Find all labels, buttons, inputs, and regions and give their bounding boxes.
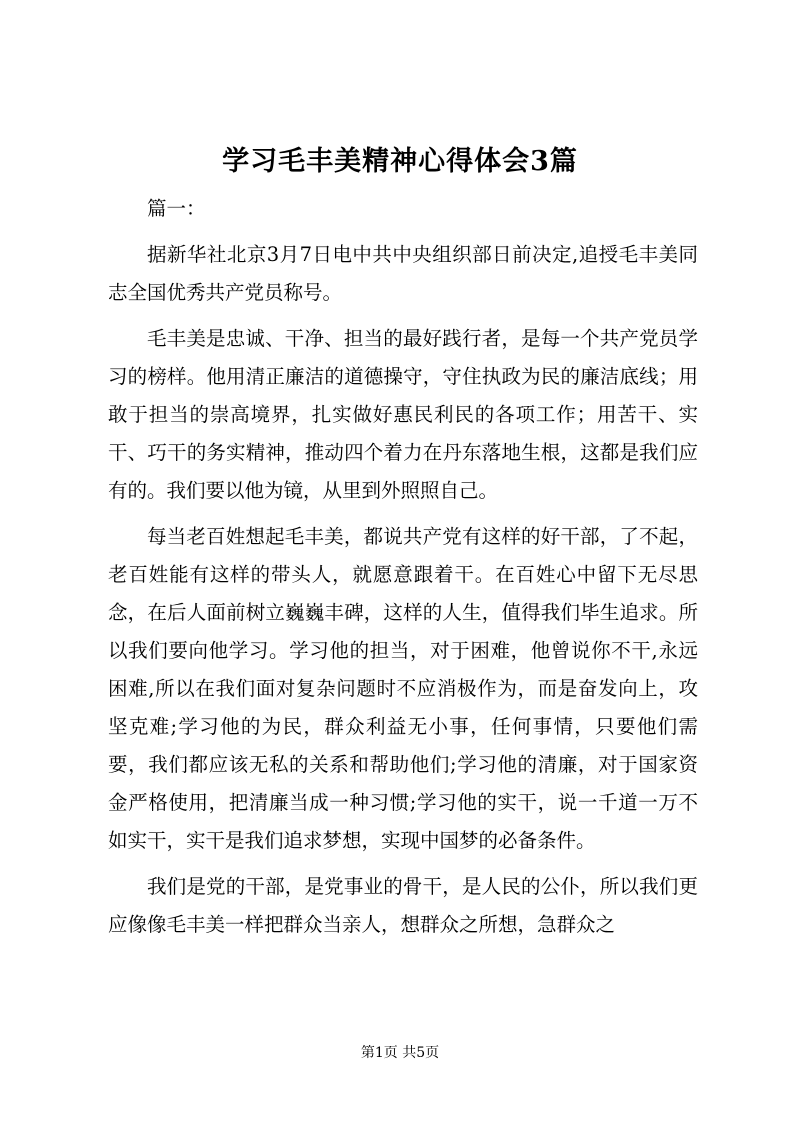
paragraph: 我们是党的干部，是党事业的骨干，是人民的公仆，所以我们更应像像毛丰美一样把群众当亲人，想群众之所想，急群众之 bbox=[108, 875, 698, 936]
document-body bbox=[108, 190, 698, 952]
paragraph: 毛丰美是忠诚、干净、担当的最好践行者，是每一个共产党员学习的榜样。他用清正廉洁的道德操守，守住执政为民的廉洁底线；用敢于担当的崇高境界，扎实做好惠民利民的各项工作；用苦干、实干、巧干的务实精神，推动四个着力在丹东落地生根，这都是我们应有的。我们要以他为镜，从里到外照照自己。 bbox=[108, 327, 698, 502]
paragraph: 每当老百姓想起毛丰美，都说共产党有这样的好干部，了不起，老百姓能有这样的带头人，就愿意跟着干。在百姓心中留下无尽思念，在后人面前树立巍巍丰碑，这样的人生，值得我们毕生追求。所以我们要向他学习。学习他的担当，对于困难，他曾说你不干,永远困难,所以在我们面对复杂问题时不应消极作为，而是奋发向上，攻坚克难;学习他的为民，群众利益无小事，任何事情，只要他们需要，我们都应该无私的关系和帮助他们;学习他的清廉，对于国家资金严格使用，把清廉当成一种习惯;学习他的实干，说一千道一万不如实干，实干是我们追求梦想，实现中国梦的必备条件。 bbox=[108, 525, 698, 852]
document-title: 学习毛丰美精神心得体会3篇 bbox=[222, 146, 578, 177]
page-footer: 第1页 共5页 bbox=[360, 1045, 440, 1061]
section-heading: 篇一： bbox=[147, 197, 206, 220]
paragraph: 据新华社北京3月7日电中共中央组织部日前决定,追授毛丰美同志全国优秀共产党员称号。 bbox=[108, 243, 698, 304]
